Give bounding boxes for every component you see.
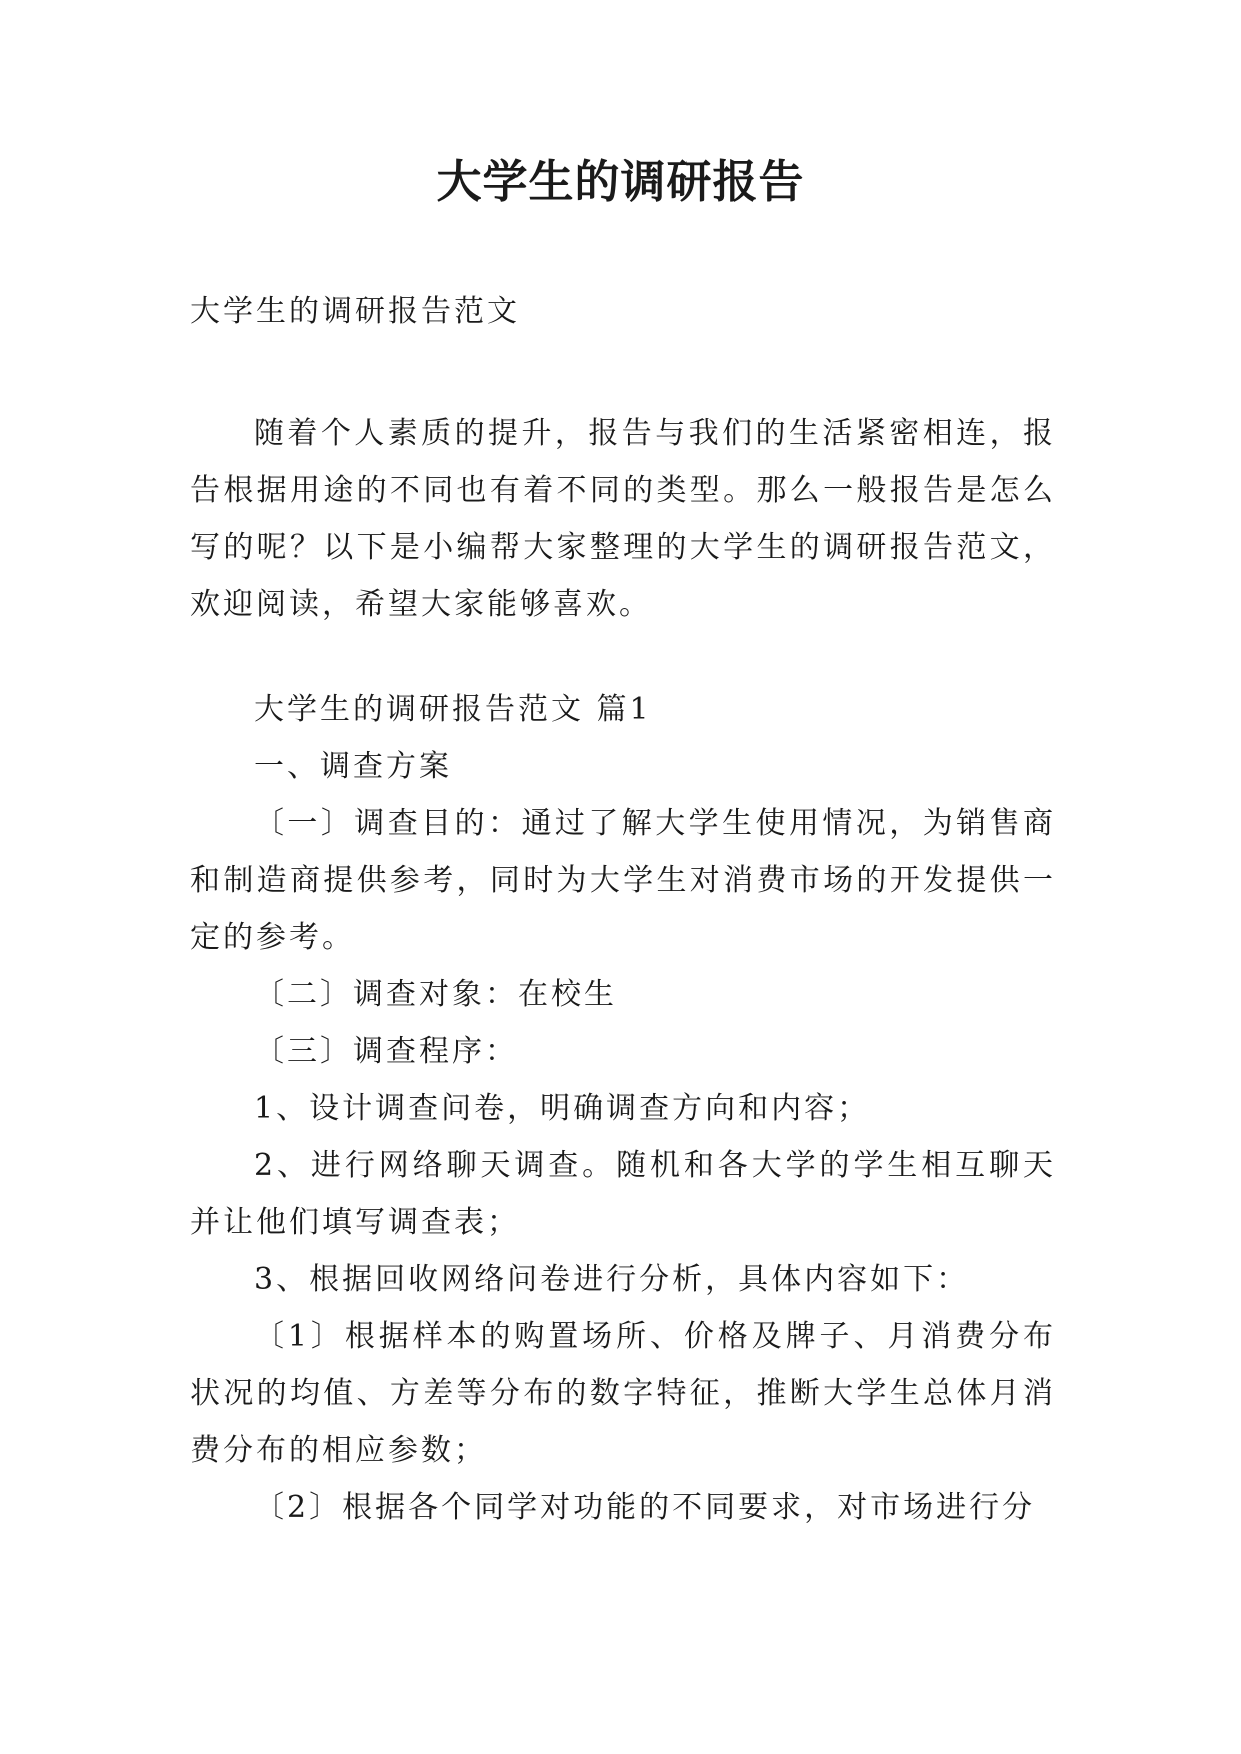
list-item: 〔2〕根据各个同学对功能的不同要求，对市场进行分 [254, 1490, 1036, 1525]
list-item: 3、根据回收网络问卷进行分析，具体内容如下： [254, 1262, 970, 1297]
document-subtitle: 大学生的调研报告范文 [190, 294, 520, 329]
subsection-heading: 一、调查方案 [254, 749, 452, 784]
paragraph: 〔一〕调查目的：通过了解大学生使用情况，为销售商和制造商提供参考，同时为大学生对消费市场的开发提供一定的参考。 [190, 806, 1056, 955]
paragraph: 〔三〕调查程序： [254, 1034, 518, 1069]
list-item: 2、进行网络聊天调查。随机和各大学的学生相互聊天并让他们填写调查表； [190, 1148, 1056, 1240]
intro-paragraph: 随着个人素质的提升，报告与我们的生活紧密相连，报告根据用途的不同也有着不同的类型。那么一般报告是怎么写的呢？以下是小编帮大家整理的大学生的调研报告范文，欢迎阅读，希望大家能够喜欢。 [190, 416, 1056, 622]
paragraph: 〔二〕调查对象：在校生 [254, 977, 617, 1012]
list-item: 〔1〕根据样本的购置场所、价格及牌子、月消费分布状况的均值、方差等分布的数字特征，推断大学生总体月消费分布的相应参数； [190, 1319, 1056, 1468]
section-heading: 大学生的调研报告范文 篇1 [254, 692, 652, 727]
document-body [190, 405, 1056, 1536]
list-item: 1、设计调查问卷，明确调查方向和内容； [254, 1091, 871, 1126]
document-title: 大学生的调研报告 [436, 155, 805, 208]
